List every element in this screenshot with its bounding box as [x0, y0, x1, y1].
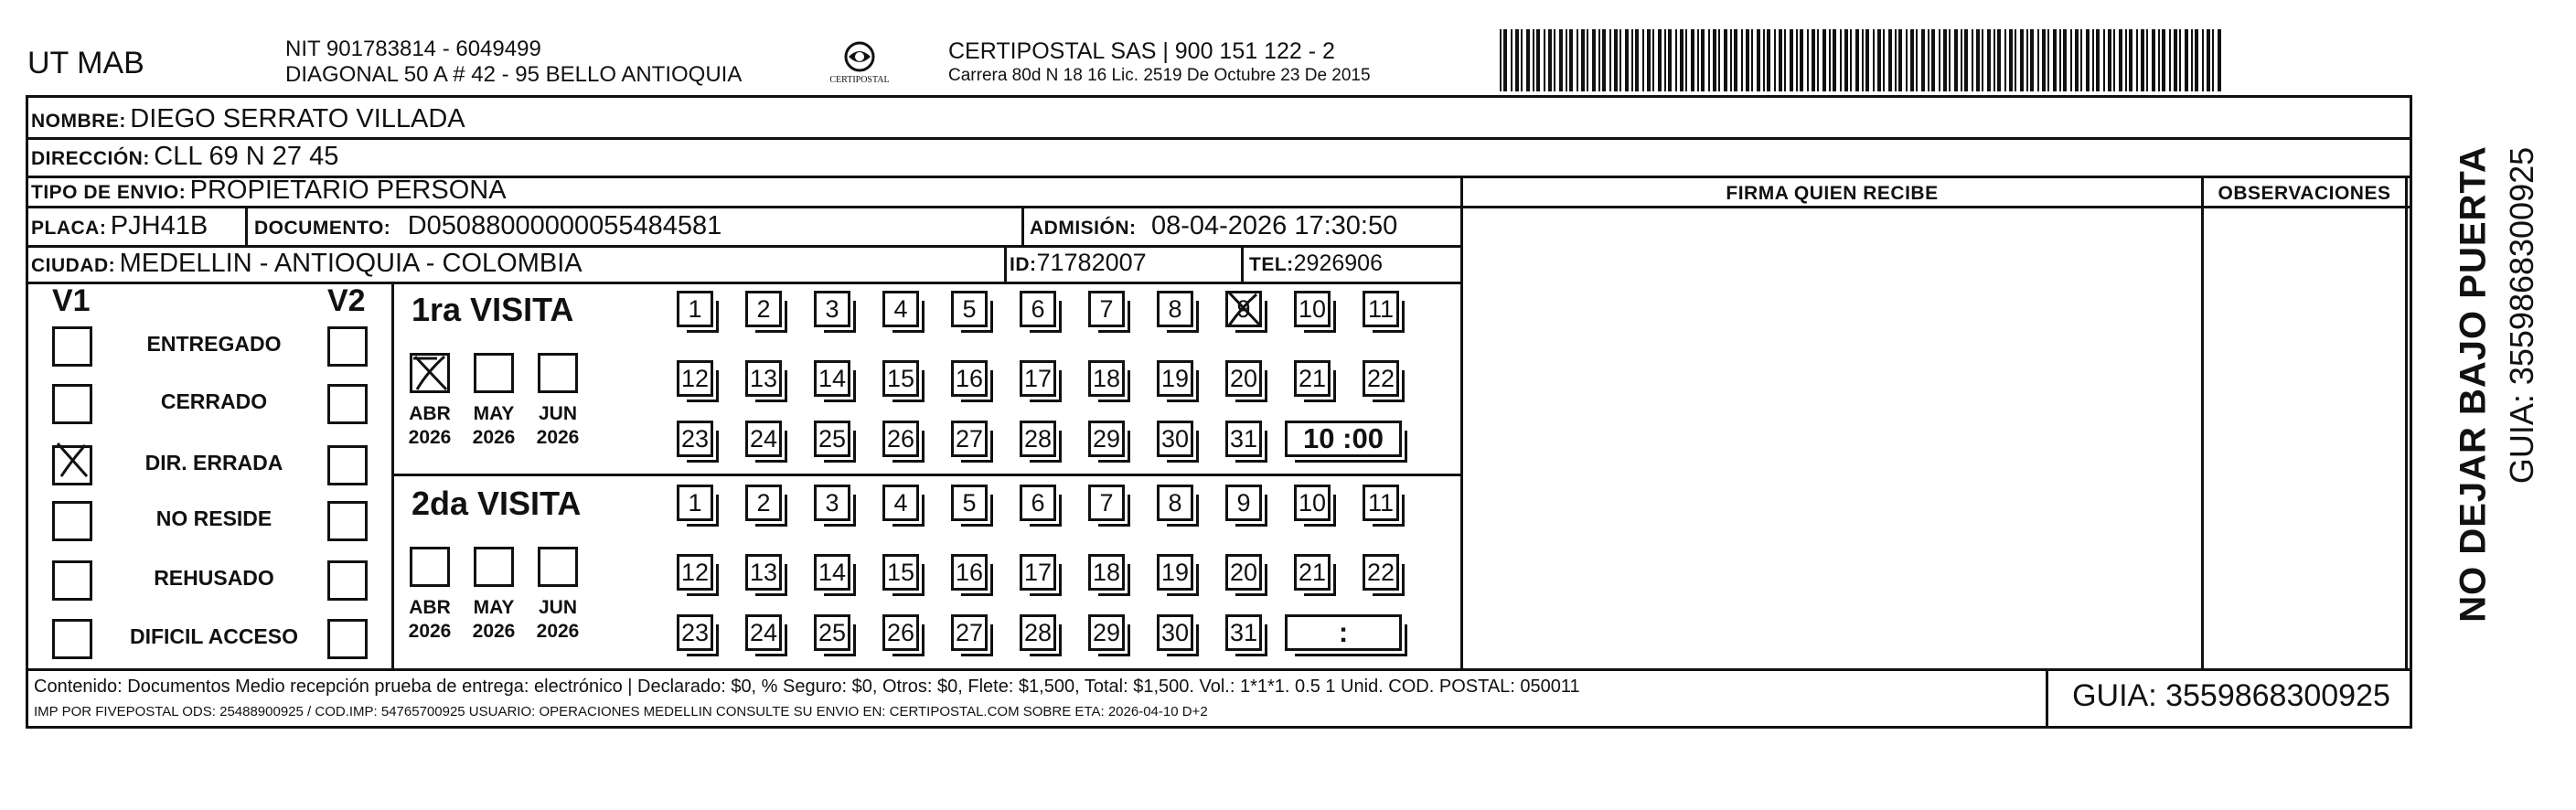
- day-box[interactable]: 20: [1225, 360, 1262, 397]
- tipo-value: PROPIETARIO PERSONA: [189, 176, 507, 205]
- v1-checkbox[interactable]: [52, 619, 92, 659]
- day-box[interactable]: 27: [951, 614, 988, 651]
- direccion-label: DIRECCIÓN:: [31, 148, 150, 169]
- direccion-row: [31, 142, 338, 172]
- day-box[interactable]: 16: [951, 554, 988, 591]
- footer-guia: GUIA: 3559868300925: [2072, 678, 2390, 713]
- day-box[interactable]: 8: [1157, 485, 1193, 521]
- nombre-label: NOMBRE:: [31, 111, 126, 132]
- status-option-label: REHUSADO: [154, 566, 274, 590]
- month-year: 2026: [536, 427, 580, 448]
- month-label: MAY: [473, 403, 515, 424]
- month-checkbox[interactable]: [474, 353, 514, 393]
- admision-label: ADMISIÓN:: [1030, 218, 1137, 239]
- day-box[interactable]: 23: [677, 614, 713, 651]
- month-checkbox[interactable]: [474, 547, 514, 587]
- day-box[interactable]: 11: [1363, 485, 1399, 521]
- day-box[interactable]: 2: [745, 291, 782, 327]
- day-box[interactable]: 22: [1363, 554, 1399, 591]
- ciudad-label: CIUDAD:: [31, 255, 116, 276]
- id-row: [1010, 249, 1147, 277]
- day-box[interactable]: 19: [1157, 554, 1193, 591]
- status-option-label: DIFICIL ACCESO: [129, 624, 298, 648]
- time-box[interactable]: :: [1285, 614, 1402, 651]
- day-box[interactable]: 14: [814, 554, 850, 591]
- day-box[interactable]: 31: [1225, 421, 1262, 457]
- day-box[interactable]: 28: [1020, 421, 1056, 457]
- sender-address: DIAGONAL 50 A # 42 - 95 BELLO ANTIOQUIA: [285, 62, 743, 87]
- logo-caption: CERTIPOSTAL: [829, 75, 890, 85]
- day-box[interactable]: 15: [882, 360, 919, 397]
- day-box[interactable]: 30: [1157, 614, 1193, 651]
- month-year: 2026: [408, 621, 452, 642]
- status-option-label: CERRADO: [160, 389, 268, 413]
- month-label: JUN: [538, 403, 577, 424]
- day-box[interactable]: 18: [1088, 554, 1125, 591]
- day-box[interactable]: 4: [882, 291, 919, 327]
- company-name: CERTIPOSTAL SAS | 900 151 122 - 2: [948, 38, 1335, 64]
- day-box[interactable]: 17: [1020, 360, 1056, 397]
- day-box[interactable]: 13: [745, 554, 782, 591]
- month-label: ABR: [409, 597, 451, 618]
- firma-label: FIRMA QUIEN RECIBE: [1726, 183, 1939, 204]
- v1-checkbox[interactable]: [52, 501, 92, 541]
- day-box[interactable]: 11: [1363, 291, 1399, 327]
- v2-checkbox[interactable]: [327, 560, 368, 601]
- footer-contents: Contenido: Documentos Medio recepción prueba de entrega: electrónico | Declarado: $0, % Seguro: $0, Otros: $0, Flete: $1,500, Total: $1,500. Vol.: 1*1*1. 0.5 1 Unid. COD. POSTAL: 050011: [34, 677, 1580, 697]
- day-box[interactable]: 24: [745, 421, 782, 457]
- v1-checkbox[interactable]: [52, 384, 92, 424]
- day-box[interactable]: 26: [882, 614, 919, 651]
- tel-label: TEL:: [1249, 254, 1294, 275]
- side-notice: NO DEJAR BAJO PUERTA: [2453, 145, 2494, 623]
- admision-row: [1030, 211, 1397, 241]
- month-label: ABR: [409, 403, 451, 424]
- tel-value: 2926906: [1293, 250, 1383, 276]
- placa-value: PJH41B: [110, 211, 208, 240]
- day-box[interactable]: 14: [814, 360, 850, 397]
- month-checkbox[interactable]: [410, 353, 450, 393]
- placa-label: PLACA:: [31, 218, 107, 239]
- barcode: [1500, 29, 2231, 91]
- day-box[interactable]: 18: [1088, 360, 1125, 397]
- day-box[interactable]: 12: [677, 360, 713, 397]
- month-year: 2026: [536, 621, 580, 642]
- tipo-row: [31, 176, 507, 206]
- month-checkbox[interactable]: [538, 353, 578, 393]
- day-box[interactable]: 25: [814, 421, 850, 457]
- day-box[interactable]: 4: [882, 485, 919, 521]
- day-box[interactable]: 1: [677, 291, 713, 327]
- nombre-value: DIEGO SERRATO VILLADA: [130, 104, 465, 133]
- day-box[interactable]: 2: [745, 485, 782, 521]
- admision-value: 08-04-2026 17:30:50: [1150, 211, 1398, 240]
- day-box[interactable]: 22: [1363, 360, 1399, 397]
- documento-label: DOCUMENTO:: [254, 218, 391, 239]
- day-box[interactable]: 1: [677, 485, 713, 521]
- status-option-label: NO RESIDE: [155, 506, 273, 530]
- v2-checkbox[interactable]: [327, 326, 368, 367]
- day-box[interactable]: 26: [882, 421, 919, 457]
- day-box[interactable]: 12: [677, 554, 713, 591]
- ciudad-value: MEDELLIN - ANTIOQUIA - COLOMBIA: [119, 249, 583, 278]
- logo-icon: [818, 38, 901, 93]
- day-box[interactable]: 20: [1225, 554, 1262, 591]
- day-box[interactable]: 16: [951, 360, 988, 397]
- day-box[interactable]: 28: [1020, 614, 1056, 651]
- day-box[interactable]: 3: [814, 291, 850, 327]
- v1-label: V1: [52, 283, 91, 318]
- month-label: MAY: [473, 597, 515, 618]
- day-box[interactable]: 7: [1088, 485, 1125, 521]
- tel-row: [1249, 250, 1383, 277]
- day-box[interactable]: 17: [1020, 554, 1056, 591]
- v2-checkbox[interactable]: [327, 501, 368, 541]
- month-checkbox[interactable]: [538, 547, 578, 587]
- day-box[interactable]: 29: [1088, 614, 1125, 651]
- v1-checkbox[interactable]: [52, 445, 92, 485]
- v1-checkbox[interactable]: [52, 560, 92, 601]
- time-box[interactable]: 10 :00: [1285, 421, 1402, 457]
- ut-label: UT MAB: [27, 46, 144, 80]
- day-box[interactable]: 7: [1088, 291, 1125, 327]
- documento-row: [254, 211, 721, 241]
- day-box[interactable]: 19: [1157, 360, 1193, 397]
- month-checkbox[interactable]: [410, 547, 450, 587]
- nombre-row: [31, 104, 465, 134]
- day-box[interactable]: 5: [951, 291, 988, 327]
- month-label: JUN: [538, 597, 577, 618]
- footer-print-info: IMP POR FIVEPOSTAL ODS: 25488900925 / COD.IMP: 54765700925 USUARIO: OPERACIONES MEDELLIN CONSULTE SU ENVIO EN: CERTIPOSTAL.COM SOBRE ETA: 2026-04-10 D+2: [34, 704, 1208, 719]
- day-box[interactable]: 6: [1020, 485, 1056, 521]
- month-year: 2026: [408, 427, 452, 448]
- day-box[interactable]: 29: [1088, 421, 1125, 457]
- day-box[interactable]: 3: [814, 485, 850, 521]
- day-box[interactable]: 24: [745, 614, 782, 651]
- day-box[interactable]: 15: [882, 554, 919, 591]
- tipo-label: TIPO DE ENVIO:: [31, 182, 187, 203]
- v2-checkbox[interactable]: [327, 445, 368, 485]
- visit-title: 1ra VISITA: [412, 291, 574, 328]
- v1-checkbox[interactable]: [52, 326, 92, 367]
- certipostal-logo: [818, 38, 901, 93]
- side-guia: GUIA: 3559868300925: [2503, 146, 2540, 485]
- ciudad-row: [31, 249, 583, 279]
- day-box[interactable]: 5: [951, 485, 988, 521]
- month-year: 2026: [472, 621, 516, 642]
- visit-title: 2da VISITA: [412, 485, 582, 522]
- day-box[interactable]: 10: [1294, 485, 1331, 521]
- month-year: 2026: [472, 427, 516, 448]
- id-value: 71782007: [1036, 249, 1147, 276]
- v2-label: V2: [327, 283, 366, 318]
- day-box[interactable]: 9: [1225, 485, 1262, 521]
- direccion-value: CLL 69 N 27 45: [154, 142, 339, 171]
- day-box[interactable]: 31: [1225, 614, 1262, 651]
- observaciones-label: OBSERVACIONES: [2218, 183, 2391, 204]
- day-box[interactable]: 10: [1294, 291, 1331, 327]
- day-box[interactable]: 27: [951, 421, 988, 457]
- placa-row: [31, 211, 208, 241]
- v2-checkbox[interactable]: [327, 619, 368, 659]
- status-option-label: ENTREGADO: [146, 332, 282, 356]
- documento-value: D05088000000055484581: [407, 211, 722, 240]
- id-label: ID:: [1010, 254, 1037, 275]
- status-option-label: DIR. ERRADA: [144, 451, 283, 474]
- day-box[interactable]: 25: [814, 614, 850, 651]
- day-box[interactable]: 9: [1225, 291, 1262, 327]
- nit-text: NIT 901783814 - 6049499: [285, 37, 541, 61]
- day-box[interactable]: 30: [1157, 421, 1193, 457]
- day-box[interactable]: 21: [1294, 554, 1331, 591]
- day-box[interactable]: 21: [1294, 360, 1331, 397]
- day-box[interactable]: 23: [677, 421, 713, 457]
- day-box[interactable]: 8: [1157, 291, 1193, 327]
- v2-checkbox[interactable]: [327, 384, 368, 424]
- day-box[interactable]: 6: [1020, 291, 1056, 327]
- company-license: Carrera 80d N 18 16 Lic. 2519 De Octubre 23 De 2015: [948, 66, 1371, 85]
- day-box[interactable]: 13: [745, 360, 782, 397]
